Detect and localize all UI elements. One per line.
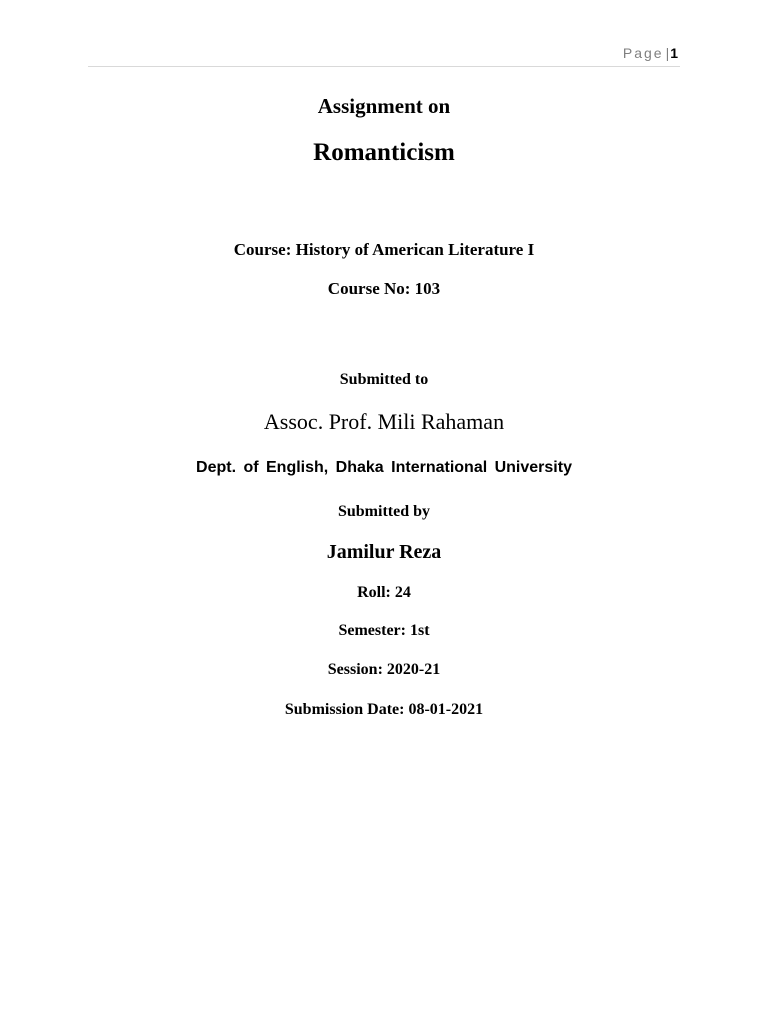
course-number: Course No: 103: [327, 279, 441, 298]
title-line-2: Romanticism: [313, 139, 455, 166]
page-number: [623, 45, 678, 61]
semester: Semester: 1st: [338, 622, 430, 639]
page-separator: |: [665, 45, 670, 61]
submission-date: Submission Date: 08-01-2021: [284, 701, 484, 718]
submitted-to-label: Submitted to: [339, 371, 429, 388]
page-label: Page: [622, 45, 664, 61]
submitted-by-label: Submitted by: [337, 503, 431, 520]
page-number-value: 1: [670, 45, 678, 61]
session: Session: 2020-21: [327, 661, 441, 678]
page-header: [88, 44, 680, 67]
department: Dept. of English, Dhaka International University: [196, 459, 572, 476]
student-name: Jamilur Reza: [326, 541, 442, 563]
title-line-1: Assignment on: [317, 94, 451, 118]
supervisor-name: Assoc. Prof. Mili Rahaman: [263, 409, 505, 434]
course-name: Course: History of American Literature I: [233, 240, 535, 259]
roll-number: Roll: 24: [357, 584, 411, 601]
